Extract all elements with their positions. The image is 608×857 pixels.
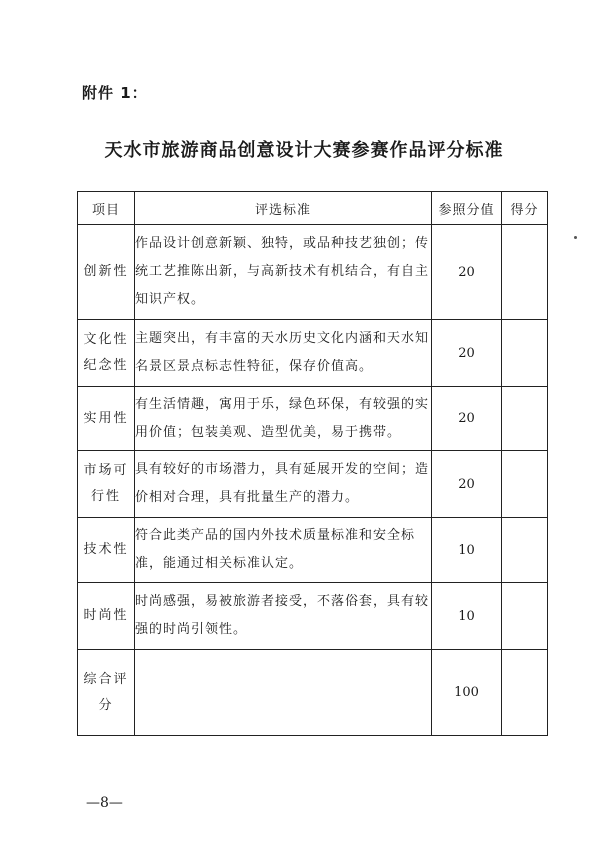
row-reference-score: 10 (432, 583, 502, 650)
table-row (78, 320, 548, 387)
row-reference-score: 20 (432, 320, 502, 387)
scan-speck (574, 236, 577, 239)
row-item-culture: 文化性纪念性 (78, 320, 135, 387)
table-row (78, 451, 548, 518)
header-score: 得分 (502, 192, 548, 225)
page-title: 天水市旅游商品创意设计大赛参赛作品评分标准 (104, 140, 504, 161)
row-item-innovation: 创新性 (78, 225, 135, 320)
row-item-fashion: 时尚性 (78, 583, 135, 650)
row-reference-score: 100 (432, 650, 502, 736)
row-item-practicality: 实用性 (78, 387, 135, 451)
row-score-cell (502, 451, 548, 518)
row-criteria: 时尚感强，易被旅游者接受，不落俗套，具有较强的时尚引领性。 (135, 583, 432, 650)
table-row (78, 387, 548, 451)
row-score-cell (502, 650, 548, 736)
table-row (78, 518, 548, 583)
row-criteria: 具有较好的市场潜力，具有延展开发的空间；造价相对合理，具有批量生产的潜力。 (135, 451, 432, 518)
page-number: —8— (86, 795, 123, 811)
row-score-cell (502, 387, 548, 451)
row-criteria: 作品设计创意新颖、独特，或品种技艺独创；传统工艺推陈出新，与高新技术有机结合，有自主知识产权。 (135, 225, 432, 320)
row-item-overall: 综合评分 (78, 650, 135, 736)
table-row (78, 225, 548, 320)
row-reference-score: 20 (432, 387, 502, 451)
row-criteria: 符合此类产品的国内外技术质量标准和安全标准，能通过相关标准认定。 (135, 518, 432, 583)
scoring-table (77, 191, 548, 736)
header-item: 项目 (78, 192, 135, 225)
row-criteria: 主题突出，有丰富的天水历史文化内涵和天水知名景区景点标志性特征，保存价值高。 (135, 320, 432, 387)
row-score-cell (502, 225, 548, 320)
row-reference-score: 10 (432, 518, 502, 583)
header-criteria: 评选标准 (135, 192, 432, 225)
row-criteria: 有生活情趣，寓用于乐，绿色环保，有较强的实用价值；包装美观、造型优美，易于携带。 (135, 387, 432, 451)
row-criteria (135, 650, 432, 736)
row-item-market: 市场可行性 (78, 451, 135, 518)
table-row (78, 583, 548, 650)
row-reference-score: 20 (432, 225, 502, 320)
row-reference-score: 20 (432, 451, 502, 518)
attachment-label: 附件 1： (82, 84, 148, 102)
row-score-cell (502, 518, 548, 583)
row-score-cell (502, 583, 548, 650)
table-header-row (78, 192, 548, 225)
table-row (78, 650, 548, 736)
header-reference-score: 参照分值 (432, 192, 502, 225)
row-score-cell (502, 320, 548, 387)
row-item-technical: 技术性 (78, 518, 135, 583)
